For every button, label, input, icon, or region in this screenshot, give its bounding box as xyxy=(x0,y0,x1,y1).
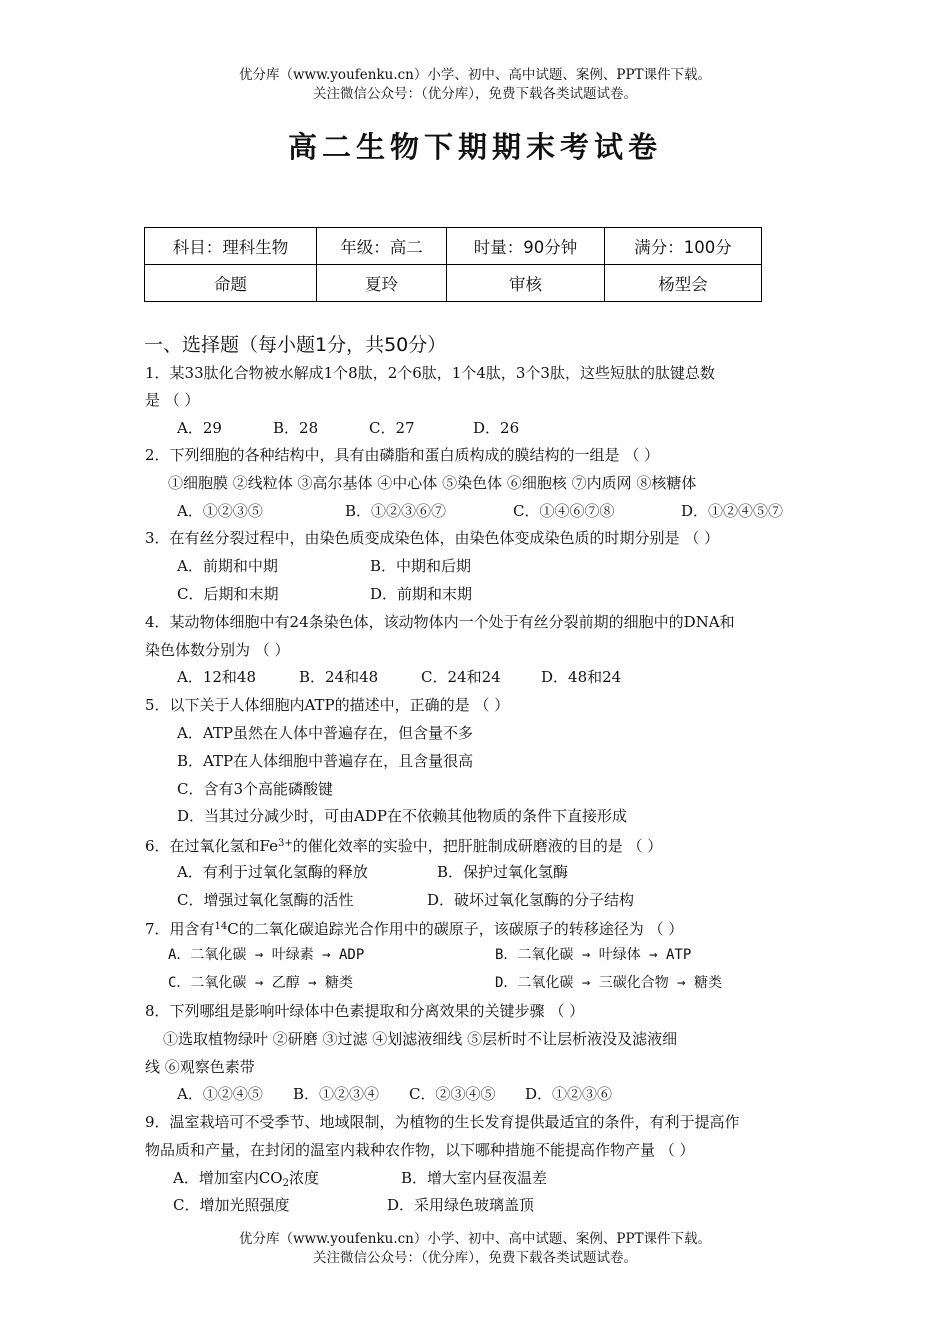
author-label-cell: 命题 xyxy=(145,265,317,302)
score-cell: 满分：100分 xyxy=(605,228,762,265)
q6-line-1 xyxy=(145,834,662,856)
q9-option-a-post: 浓度 xyxy=(288,1169,319,1187)
q9-option-a xyxy=(173,1168,401,1194)
q9-option-a-pre: A．增加室内CO xyxy=(173,1169,283,1187)
q3-option-a: A．前期和中期 xyxy=(177,557,278,575)
q8-option-b: B．①②③④ xyxy=(293,1085,380,1103)
q6-option-a: A．有利于过氧化氢酶的释放 xyxy=(177,863,368,881)
page-title: 高二生物下期期末考试卷 xyxy=(287,130,662,164)
q9-line-2: 物品质和产量，在封闭的温室内栽种农作物，以下哪种措施不能提高作物产量 （ ） xyxy=(145,1141,695,1159)
q7-superscript: 14 xyxy=(214,921,228,932)
q4-options xyxy=(177,667,621,687)
q7-option-b: B．二氧化碳 → 叶绿体 → ATP xyxy=(495,947,692,963)
q4-option-b: B．24和48 xyxy=(299,668,379,686)
q5-option-d: D．当其过分减少时，可由ADP在不依赖其他物质的条件下直接形成 xyxy=(177,807,627,825)
reviewer-cell: 杨型会 xyxy=(605,265,762,302)
q6-option-d: D．破坏过氧化氢酶的分子结构 xyxy=(427,891,635,909)
q3-options-ab xyxy=(177,556,471,576)
q8-option-d: D．①②③⑥ xyxy=(525,1085,613,1103)
footer-line-1: 优分库（www.youfenku.cn）小学、初中、高中试题、案例、PPT课件下载。 xyxy=(238,1231,712,1247)
q2-option-c: C．①④⑥⑦⑧ xyxy=(513,502,615,520)
q6-option-b: B．保护过氧化氢酶 xyxy=(437,863,569,881)
q2-line-2: ①细胞膜 ②线粒体 ③高尔基体 ④中心体 ⑤染色体 ⑥细胞核 ⑦内质网 ⑧核糖体 xyxy=(168,474,697,492)
q8-option-c: C．②③④⑤ xyxy=(409,1085,496,1103)
q5-option-a: A．ATP虽然在人体中普遍存在，但含量不多 xyxy=(177,724,473,742)
q6-option-c: C．增强过氧化氢酶的活性 xyxy=(177,891,354,909)
header-line-2: 关注微信公众号：（优分库），免费下载各类试题试卷。 xyxy=(313,86,637,102)
q8-option-a: A．①②④⑤ xyxy=(177,1085,263,1103)
q2-option-d: D．①②④⑤⑦ xyxy=(681,502,784,520)
q1-option-c: C．27 xyxy=(369,419,415,437)
q1-line-1: 1．某33肽化合物被水解成1个8肽，2个6肽，1个4肽，3个3肽，这些短肽的肽键总数 xyxy=(145,364,715,382)
q9-line-1: 9．温室栽培可不受季节、地域限制，为植物的生长发育提供最适宜的条件，有利于提高作 xyxy=(145,1113,740,1131)
q3-option-d: D．前期和末期 xyxy=(370,585,473,603)
time-cell: 时量：90分钟 xyxy=(447,228,605,265)
q6-text-post: 的催化效率的实验中，把肝脏制成研磨液的目的是 （ ） xyxy=(292,837,663,855)
q8-line-1: 8．下列哪组是影响叶绿体中色素提取和分离效果的关键步骤 （ ） xyxy=(145,1002,585,1020)
footer-line-2: 关注微信公众号：（优分库），免费下载各类试题试卷。 xyxy=(313,1250,637,1266)
q5-option-b: B．ATP在人体细胞中普遍存在，且含量很高 xyxy=(177,752,474,770)
q2-option-b: B．①②③⑥⑦ xyxy=(345,502,447,520)
q8-line-3: 线 ⑥观察色素带 xyxy=(145,1058,255,1076)
q7-text-pre: 7．用含有 xyxy=(145,920,215,938)
q2-options xyxy=(177,501,783,521)
q1-option-a: A．29 xyxy=(177,419,222,437)
q1-line-2: 是 （ ） xyxy=(145,391,200,409)
q3-option-b: B．中期和后期 xyxy=(370,557,472,575)
q9-options-ab xyxy=(173,1168,547,1194)
q9-option-a-subscript: 2 xyxy=(282,1178,289,1189)
q1-option-b: B．28 xyxy=(273,419,319,437)
section-heading: 一、选择题（每小题1分，共50分） xyxy=(144,334,447,356)
q7-option-c: C．二氧化碳 → 乙醇 → 糖类 xyxy=(168,975,354,991)
q2-option-a: A．①②③⑤ xyxy=(177,502,263,520)
q7-line-1 xyxy=(145,917,683,939)
q7-text-post: C的二氧化碳追踪光合作用中的碳原子，该碳原子的转移途径为 （ ） xyxy=(227,920,684,938)
header-line-1: 优分库（www.youfenku.cn）小学、初中、高中试题、案例、PPT课件下载。 xyxy=(238,67,712,83)
q1-option-d: D．26 xyxy=(473,419,520,437)
info-row-1 xyxy=(145,228,762,265)
reviewer-label-cell: 审核 xyxy=(447,265,605,302)
q9-option-d: D．采用绿色玻璃盖顶 xyxy=(387,1196,535,1214)
q4-line-2: 染色体数分别为 （ ） xyxy=(145,641,290,659)
q4-option-d: D．48和24 xyxy=(541,668,622,686)
q5-line-1: 5．以下关于人体细胞内ATP的描述中，正确的是 （ ） xyxy=(145,696,510,714)
q9-option-c: C．增加光照强度 xyxy=(173,1196,290,1214)
q7-option-d: D．二氧化碳 → 三碳化合物 → 糖类 xyxy=(495,975,723,991)
q1-options xyxy=(177,418,519,438)
q3-option-c: C．后期和末期 xyxy=(177,585,279,603)
q7-option-a: A．二氧化碳 → 叶绿素 → ADP xyxy=(168,947,365,963)
subject-cell: 科目：理科生物 xyxy=(145,228,317,265)
info-row-2 xyxy=(145,265,762,302)
q9-options-cd xyxy=(173,1195,534,1215)
q6-options-ab xyxy=(177,862,568,882)
q6-text-pre: 6．在过氧化氢和Fe xyxy=(145,837,279,855)
q8-options xyxy=(177,1084,612,1104)
q9-option-b: B．增大室内昼夜温差 xyxy=(401,1169,548,1187)
q5-option-c: C．含有3个高能磷酸键 xyxy=(177,780,334,798)
grade-cell: 年级：高二 xyxy=(317,228,447,265)
q7-options-cd xyxy=(168,973,722,993)
q4-line-1: 4．某动物体细胞中有24条染色体，该动物体内一个处于有丝分裂前期的细胞中的DNA和 xyxy=(145,613,735,631)
q3-line-1: 3．在有丝分裂过程中，由染色质变成染色体，由染色体变成染色质的时期分别是 （ ） xyxy=(145,529,720,547)
q4-option-a: A．12和48 xyxy=(177,668,257,686)
q7-options-ab xyxy=(168,945,691,965)
q6-superscript: 3+ xyxy=(278,838,293,849)
author-cell: 夏玲 xyxy=(317,265,447,302)
q2-line-1: 2．下列细胞的各种结构中，具有由磷脂和蛋白质构成的膜结构的一组是 （ ） xyxy=(145,446,660,464)
q6-options-cd xyxy=(177,890,634,910)
info-table xyxy=(144,227,762,302)
q4-option-c: C．24和24 xyxy=(421,668,501,686)
q3-options-cd xyxy=(177,584,472,604)
q8-line-2: ①选取植物绿叶 ②研磨 ③过滤 ④划滤液细线 ⑤层析时不让层析液没及滤液细 xyxy=(163,1030,678,1048)
